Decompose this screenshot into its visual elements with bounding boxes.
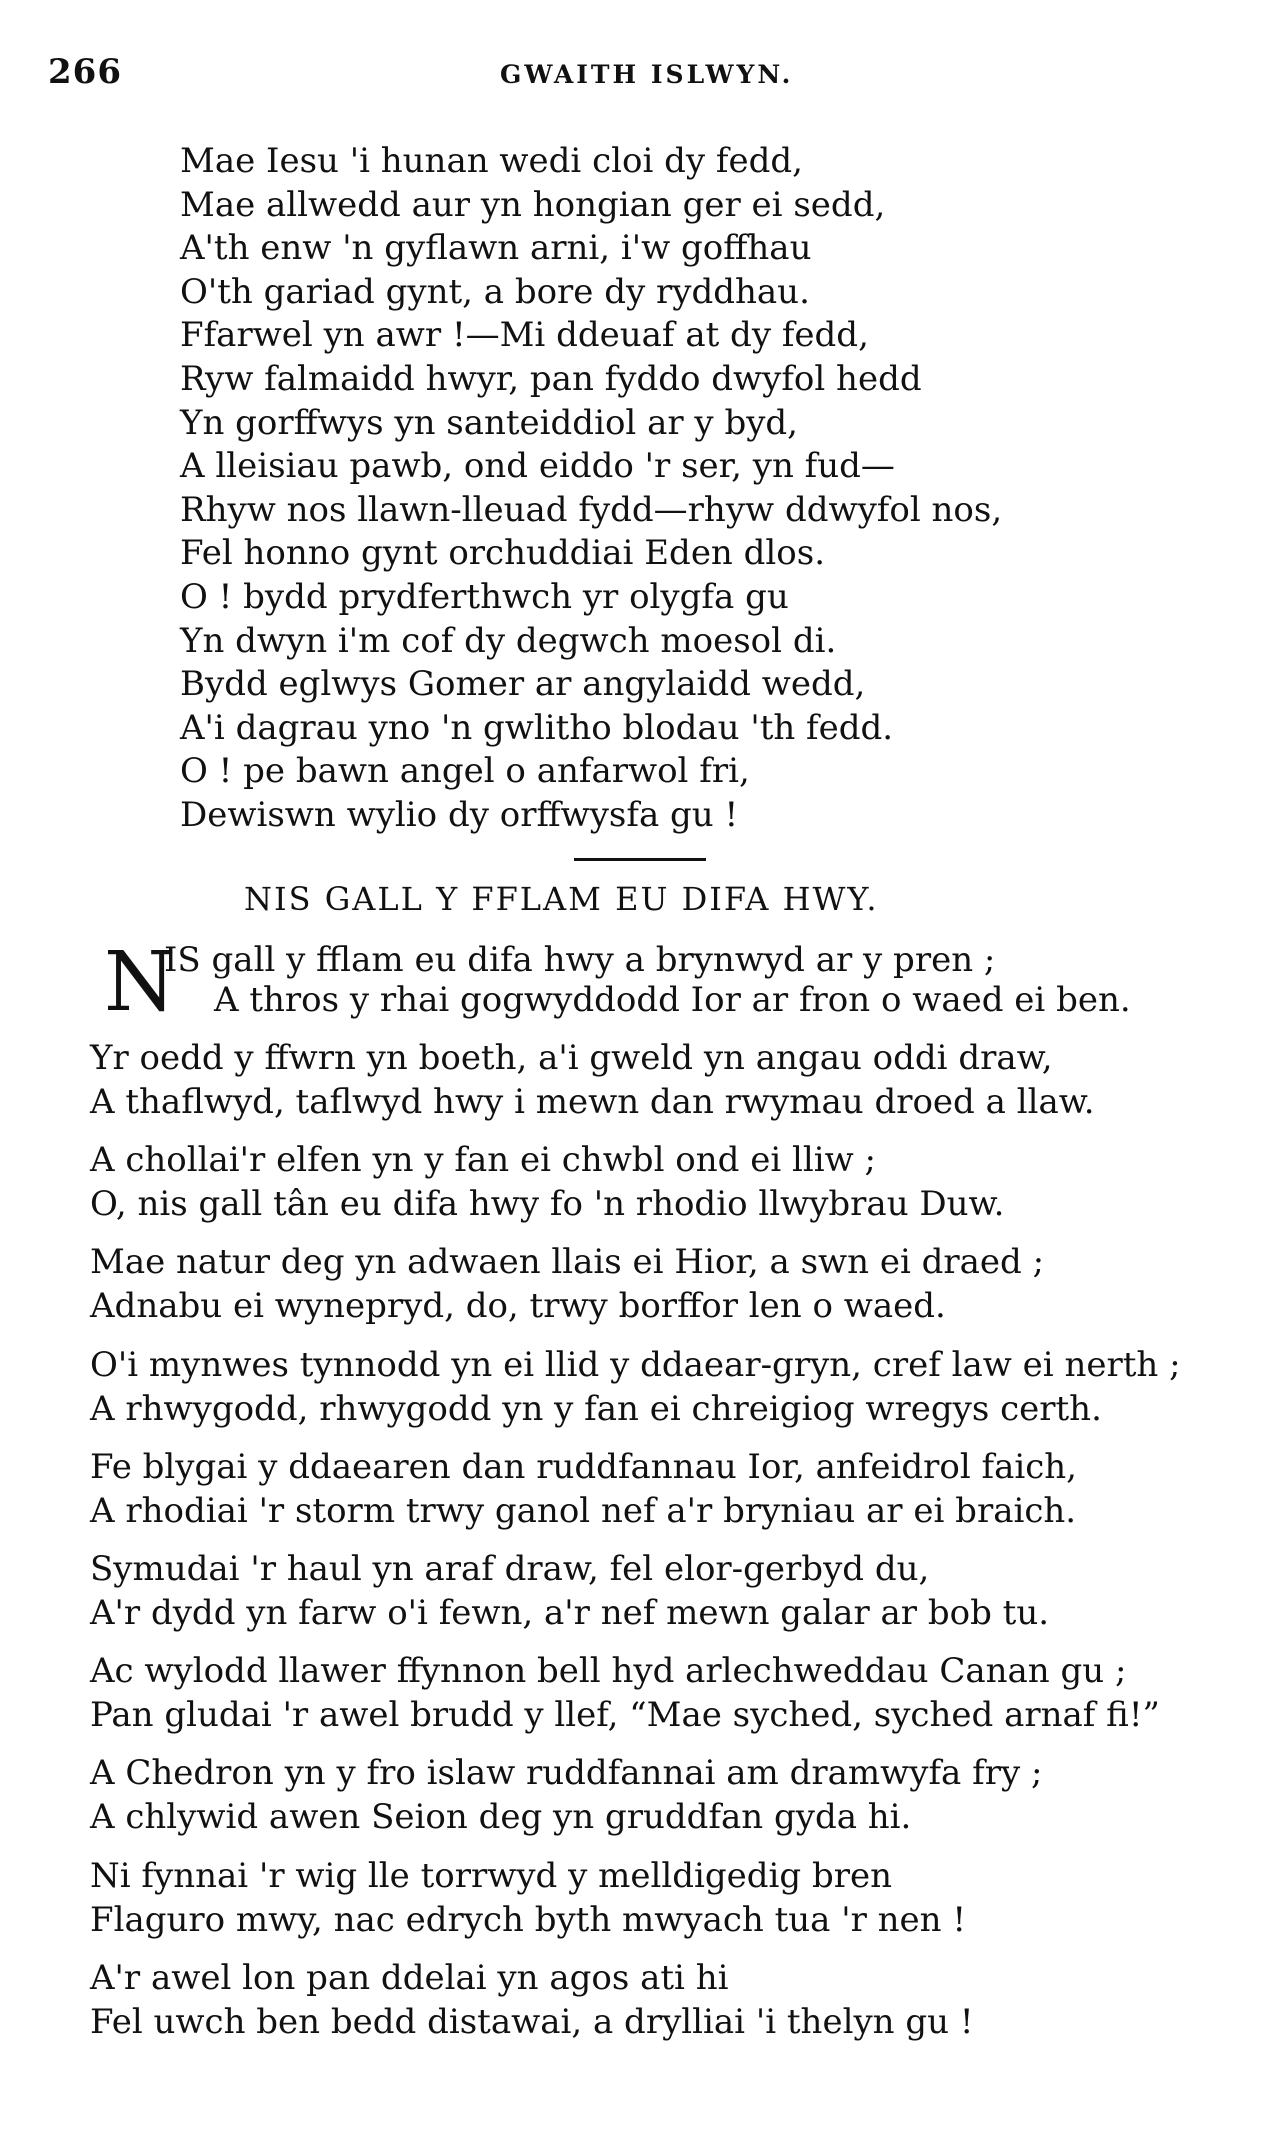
poem-line: A Chedron yn y fro islaw ruddfannai am dramwyfa fry ; — [90, 1753, 1043, 1794]
poem-line: O'i mynwes tynnodd yn ei llid y ddaear-gryn, cref law ei nerth ; — [90, 1344, 1181, 1385]
poem-line: A'r dydd yn farw o'i fewn, a'r nef mewn galar ar bob tu. — [90, 1592, 1050, 1633]
poem-line: Yn gorffwys yn santeiddiol ar y byd, — [180, 402, 798, 443]
poem-line: Yn dwyn i'm cof dy degwch moesol di. — [180, 620, 837, 661]
poem-line: Flaguro mwy, nac edrych byth mwyach tua 'r nen ! — [90, 1899, 967, 1940]
poem-line: O, nis gall tân eu difa hwy fo 'n rhodio llwybrau Duw. — [90, 1184, 1005, 1225]
couplet — [90, 1751, 1260, 1839]
poem-line: A thaflwyd, taflwyd hwy i mewn dan rwymau droed a llaw. — [90, 1082, 1095, 1122]
couplet — [90, 1138, 1260, 1226]
poem-line: A'i dagrau yno 'n gwlitho blodau 'th fedd. — [180, 707, 894, 748]
poem-line: Mae natur deg yn adwaen llais ei Hior, a swn ei draed ; — [90, 1242, 1045, 1283]
poem-line: Fel uwch ben bedd distawai, a drylliai 'i thelyn gu ! — [90, 2001, 974, 2042]
poem-line: Symudai 'r haul yn araf draw, fel elor-gerbyd du, — [90, 1548, 930, 1589]
poem-line: Fel honno gynt orchuddiai Eden dlos. — [180, 533, 826, 574]
running-head — [48, 52, 1218, 102]
couplet — [90, 1547, 1260, 1635]
poem-title: NIS GALL Y FFLAM EU DIFA HWY. — [244, 880, 879, 918]
poem-line: Adnabu ei wynepryd, do, trwy borffor len o waed. — [90, 1286, 946, 1327]
poem-line: Pan gludai 'r awel brudd y llef, “Mae syched, syched arnaf fi!” — [90, 1695, 1160, 1736]
poem-line: Ac wylodd llawer ffynnon bell hyd arlechweddau Canan gu ; — [90, 1651, 1127, 1692]
poem-2-couplets — [90, 1036, 1260, 2058]
poem-line: Rhyw nos llawn-lleuad fydd—rhyw ddwyfol nos, — [180, 489, 1003, 530]
poem-line: O'th gariad gynt, a bore dy ryddhau. — [180, 271, 810, 312]
poem-line: A'th enw 'n gyflawn arni, i'w goffhau — [180, 228, 812, 269]
poem-line: Yr oedd y ffwrn yn boeth, a'i gweld yn angau oddi draw, — [90, 1038, 1053, 1078]
couplet — [90, 1956, 1260, 2044]
poem-line: Mae Iesu 'i hunan wedi cloi dy fedd, — [180, 141, 803, 181]
couplet — [90, 1854, 1260, 1942]
poem-line: O ! pe bawn angel o anfarwol fri, — [180, 751, 750, 792]
poem-line: A chlywid awen Seion deg yn gruddfan gyda hi. — [90, 1797, 912, 1838]
poem-line: Ni fynnai 'r wig lle torrwyd y melldigedig bren — [90, 1855, 893, 1896]
poem-line: A'r awel lon pan ddelai yn agos ati hi — [90, 1957, 729, 1998]
poem-line: Fe blygai y ddaearen dan ruddfannau Ior, anfeidrol faich, — [90, 1446, 1077, 1487]
poem-line: IS gall y fflam eu difa hwy a brynwyd ar y pren ; — [164, 940, 996, 980]
couplet — [90, 1649, 1260, 1737]
first-couplet — [92, 935, 1242, 1030]
couplet — [90, 1445, 1260, 1533]
section-divider — [574, 858, 706, 861]
poem-line: O ! bydd prydferthwch yr olygfa gu — [180, 576, 789, 617]
poem-line: A chollai'r elfen yn y fan ei chwbl ond ei lliw ; — [90, 1140, 876, 1181]
poem-1 — [180, 140, 1180, 838]
drop-cap: N — [104, 935, 176, 1030]
poem-line: Mae allwedd aur yn hongian ger ei sedd, — [180, 184, 886, 225]
couplet — [90, 1343, 1260, 1431]
poem-line: Ryw falmaidd hwyr, pan fyddo dwyfol hedd — [180, 358, 922, 399]
couplet — [90, 1036, 1260, 1124]
running-title: GWAITH ISLWYN. — [500, 60, 794, 89]
poem-line: Dewiswn wylio dy orffwysfa gu ! — [180, 794, 739, 835]
couplet — [90, 1240, 1260, 1328]
poem-line: A rhodiai 'r storm trwy ganol nef a'r bryniau ar ei braich. — [90, 1490, 1077, 1531]
poem-line: A thros y rhai gogwyddodd Ior ar fron o waed ei ben. — [214, 980, 1131, 1020]
poem-line: Bydd eglwys Gomer ar angylaidd wedd, — [180, 664, 866, 705]
page-number: 266 — [48, 52, 122, 92]
poem-line: Ffarwel yn awr !—Mi ddeuaf at dy fedd, — [180, 315, 869, 356]
poem-line: A rhwygodd, rhwygodd yn y fan ei chreigiog wregys certh. — [90, 1388, 1102, 1429]
poem-line: A lleisiau pawb, ond eiddo 'r ser, yn fud— — [180, 446, 895, 487]
